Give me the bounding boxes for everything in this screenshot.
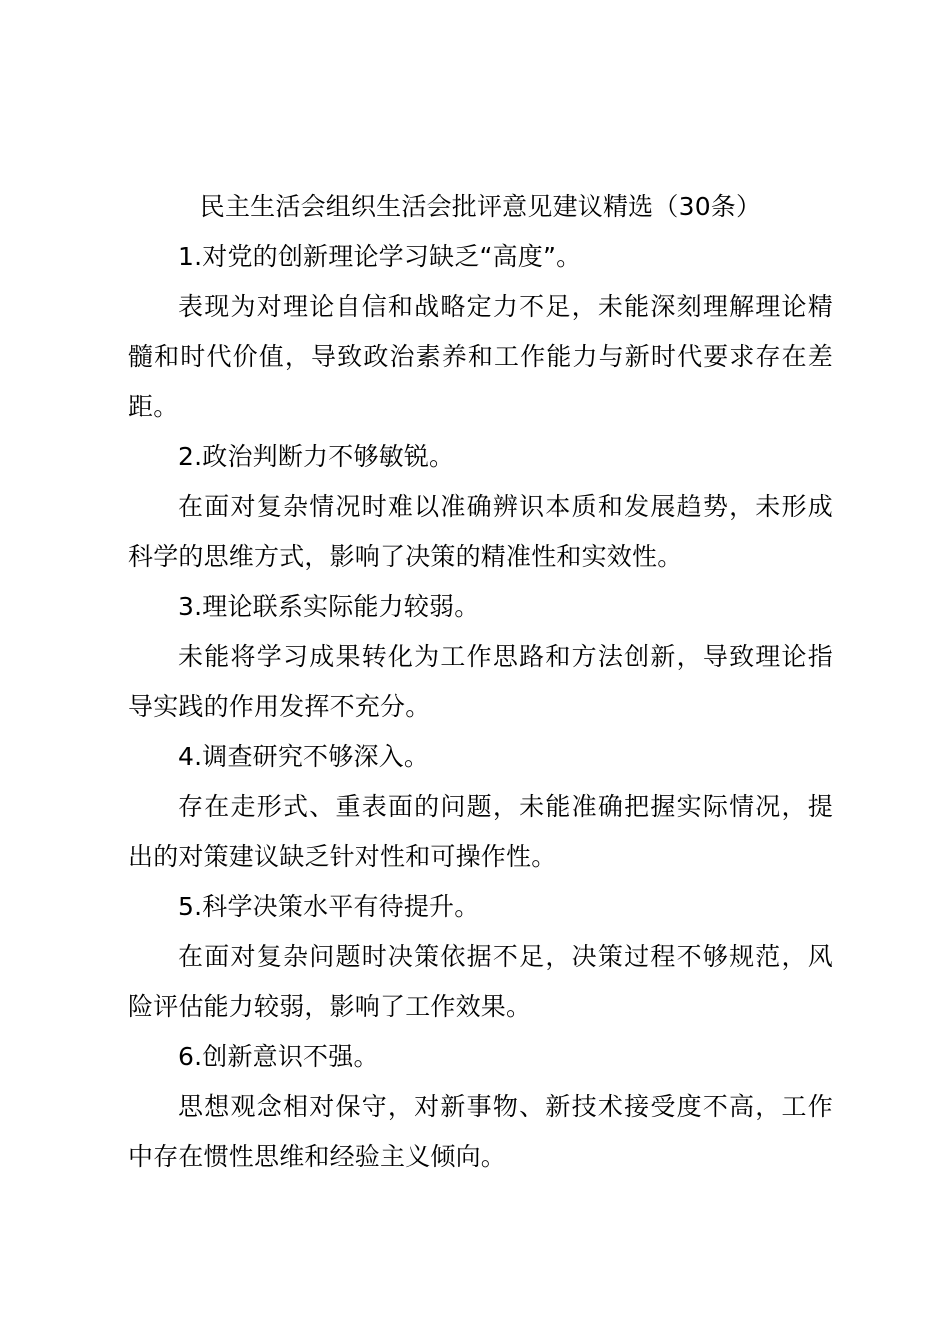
item-heading-5: 5.科学决策水平有待提升。 — [178, 892, 480, 921]
item-heading-4: 4.调查研究不够深入。 — [178, 742, 430, 771]
document-content — [128, 182, 833, 1182]
document-title: 民主生活会组织生活会批评意见建议精选（30条） — [199, 192, 762, 221]
item-heading-1: 1.对党的创新理论学习缺乏“高度”。 — [178, 242, 582, 271]
item-body-1: 表现为对理论自信和战略定力不足，未能深刻理解理论精髓和时代价值，导致政治素养和工作能力与新时代要求存在差距。 — [128, 292, 833, 421]
item-body-2: 在面对复杂情况时难以准确辨识本质和发展趋势，未形成科学的思维方式，影响了决策的精准性和实效性。 — [128, 492, 833, 571]
item-body-4: 存在走形式、重表面的问题，未能准确把握实际情况，提出的对策建议缺乏针对性和可操作性。 — [128, 792, 833, 871]
item-heading-2: 2.政治判断力不够敏锐。 — [178, 442, 455, 471]
item-body-6: 思想观念相对保守，对新事物、新技术接受度不高，工作中存在惯性思维和经验主义倾向。 — [128, 1092, 833, 1171]
item-heading-3: 3.理论联系实际能力较弱。 — [178, 592, 480, 621]
item-body-3: 未能将学习成果转化为工作思路和方法创新，导致理论指导实践的作用发挥不充分。 — [128, 642, 833, 721]
item-heading-6: 6.创新意识不强。 — [178, 1042, 379, 1071]
item-body-5: 在面对复杂问题时决策依据不足，决策过程不够规范，风险评估能力较弱，影响了工作效果。 — [128, 942, 833, 1021]
